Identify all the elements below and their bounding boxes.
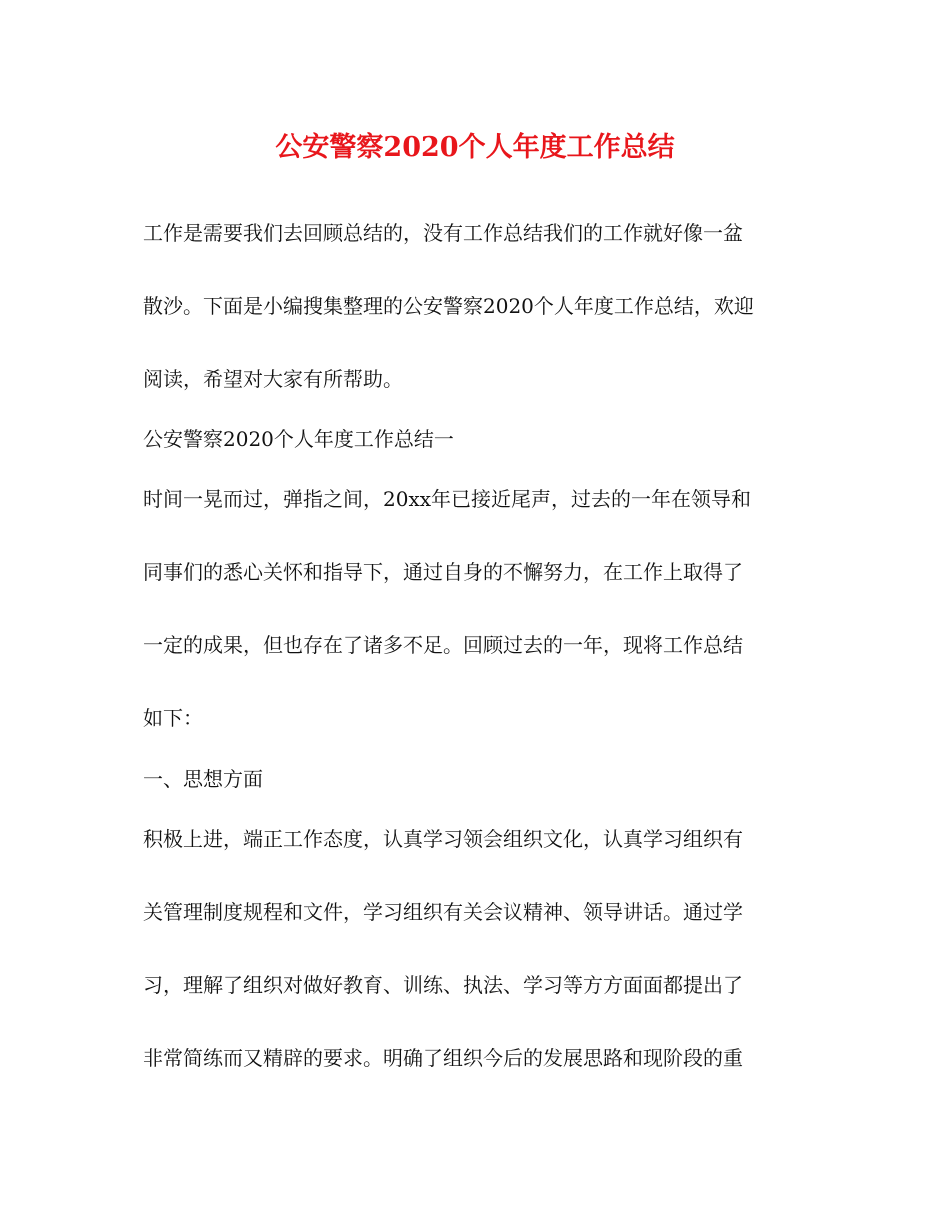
paragraph-line-4: 时间一晃而过，弹指之间，20xx年已接近尾声，过去的一年在领导和 (143, 487, 752, 511)
paragraph-line-3: 阅读，希望对大家有所帮助。 (143, 367, 403, 391)
paragraph-line-7: 如下： (143, 706, 203, 730)
paragraph-line-2: 散沙。下面是小编搜集整理的公安警察2020个人年度工作总结，欢迎 (143, 294, 754, 318)
section-heading-1: 公安警察2020个人年度工作总结一 (143, 427, 454, 451)
paragraph-line-9: 关管理制度规程和文件，学习组织有关会议精神、领导讲话。通过学 (143, 900, 743, 924)
paragraph-line-8: 积极上进，端正工作态度，认真学习领会组织文化，认真学习组织有 (143, 827, 743, 851)
document-title: 公安警察2020个人年度工作总结 (275, 132, 675, 163)
paragraph-line-10: 习，理解了组织对做好教育、训练、执法、学习等方方面面都提出了 (143, 973, 743, 997)
paragraph-line-11: 非常简练而又精辟的要求。明确了组织今后的发展思路和现阶段的重 (143, 1046, 743, 1070)
paragraph-line-5: 同事们的悉心关怀和指导下，通过自身的不懈努力，在工作上取得了 (143, 560, 743, 584)
paragraph-line-6: 一定的成果，但也存在了诸多不足。回顾过去的一年，现将工作总结 (143, 633, 743, 657)
paragraph-line-1: 工作是需要我们去回顾总结的，没有工作总结我们的工作就好像一盆 (143, 221, 743, 245)
subheading-thought: 一、思想方面 (143, 767, 263, 791)
